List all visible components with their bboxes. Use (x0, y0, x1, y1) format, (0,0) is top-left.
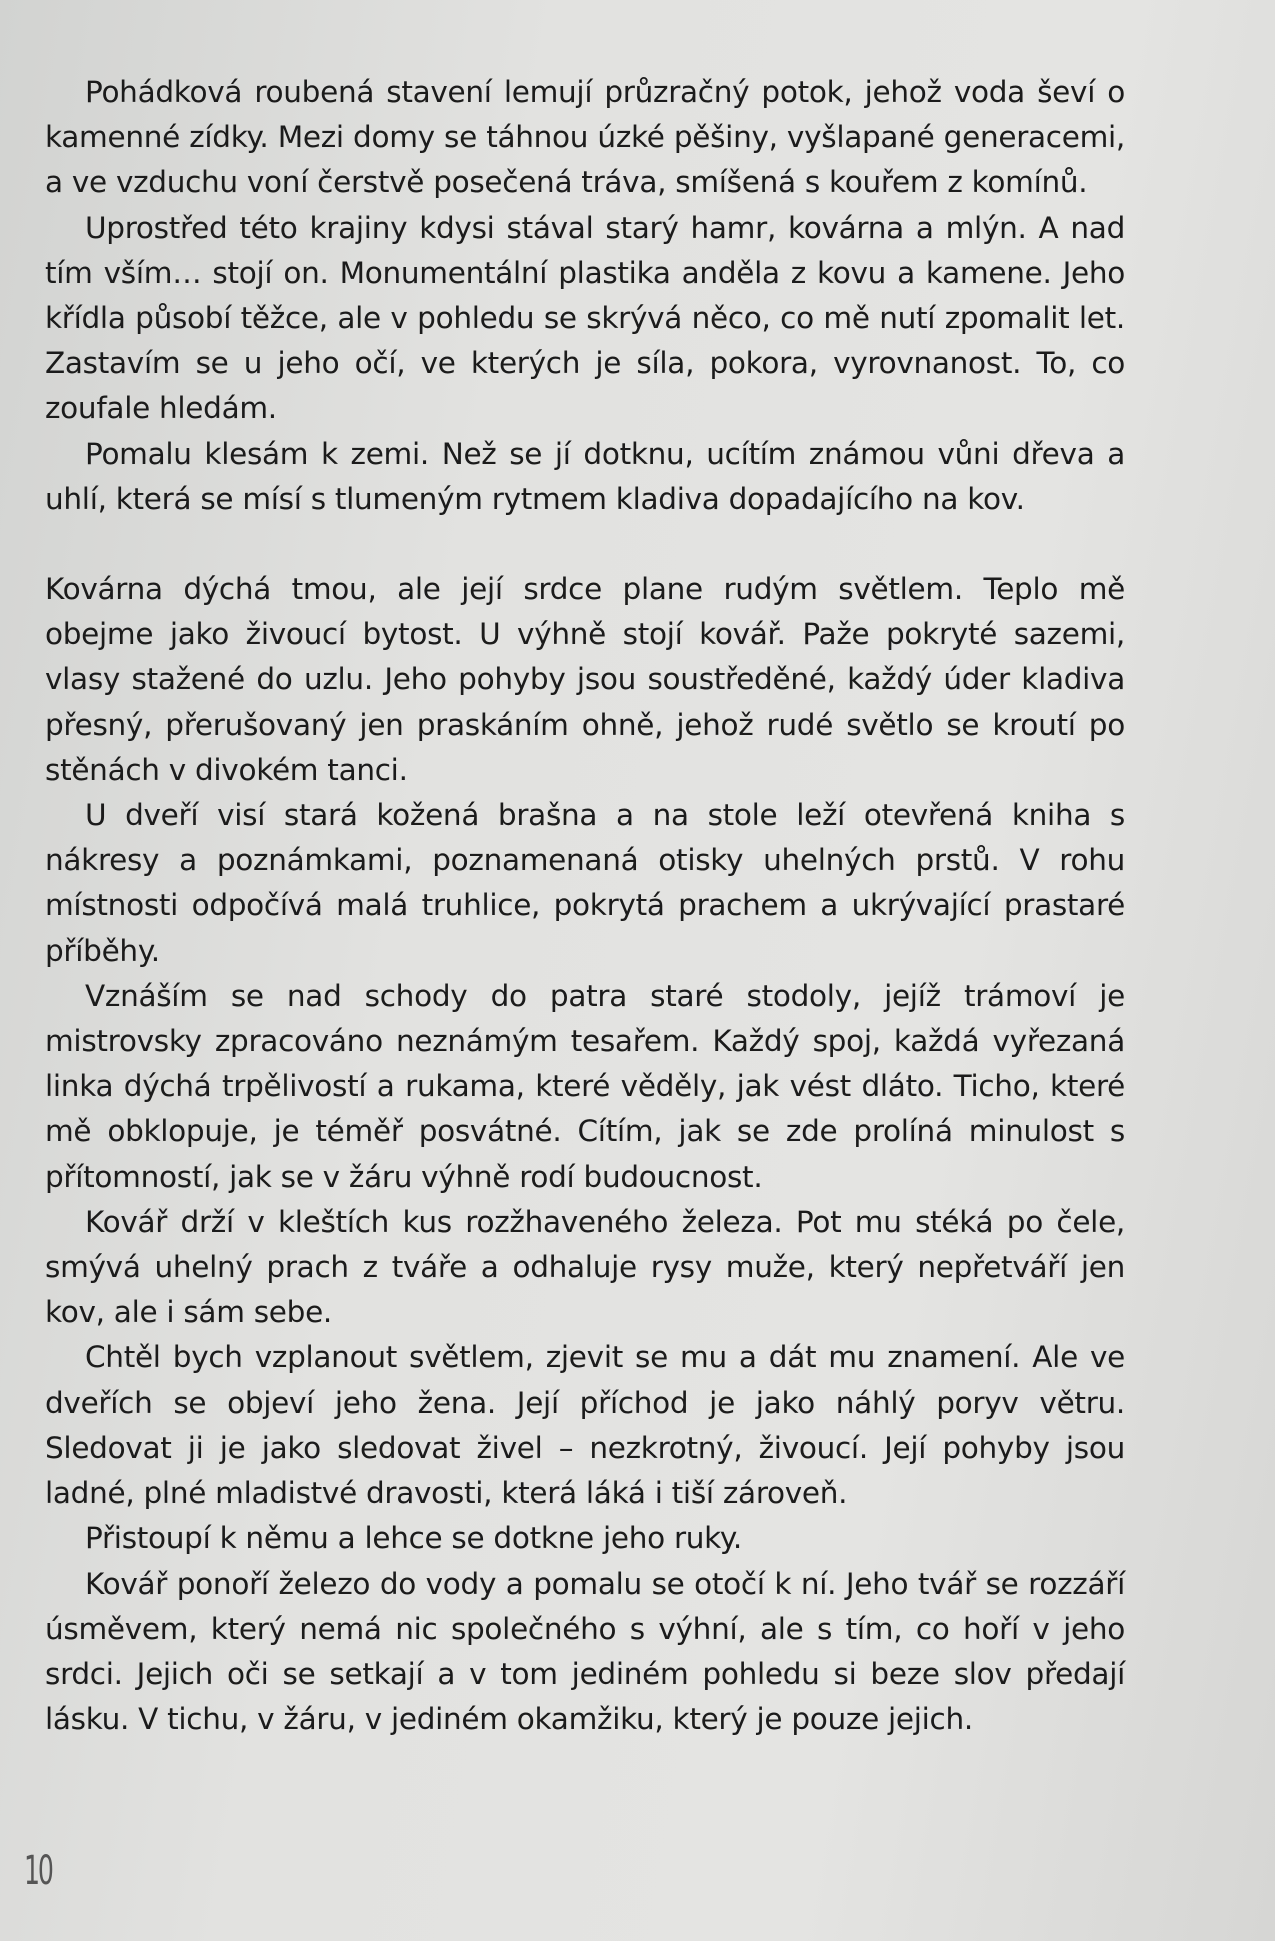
paragraph: Přistoupí k němu a lehce se dotkne jeho ruky. (85, 1521, 742, 1556)
paragraph: U dveří visí stará kožená brašna a na stole leží otevřená kniha s nákresy a poznámkami, poznamenaná otisky uhelných prstů. V rohu místnosti odpočívá malá truhlice, pokrytá prachem a ukrývající prastaré příběhy. (45, 798, 1125, 968)
paragraph: Chtěl bych vzplanout světlem, zjevit se mu a dát mu znamení. Ale ve dveřích se objeví jeho žena. Její příchod je jako náhlý poryv větru. Sledovat ji je jako sledovat živel – nezkrotný, živoucí. Její pohyby jsou ladné, plné mladistvé dravosti, která láká i tiší zároveň. (45, 1340, 1125, 1511)
section-break (45, 522, 1125, 567)
paragraph: Vznáším se nad schody do patra staré stodoly, jejíž trámoví je mistrovsky zpracováno neznámým tesařem. Každý spoj, každá vyřezaná linka dýchá trpělivostí a rukama, které věděly, jak vést dláto. Ticho, které mě obklopuje, je téměř posvátné. Cítím, jak se zde prolíná minulost s přítomností, jak se v žáru výhně rodí budoucnost. (45, 978, 1125, 1194)
paragraph: Pohádková roubená stavení lemují průzračný potok, jehož voda ševí o kamenné zídky. Mezi domy se táhnou úzké pěšiny, vyšlapané generacemi, a ve vzduchu voní čerstvě posečená tráva, smíšená s kouřem z komínů. (45, 75, 1125, 200)
paragraph: Uprostřed této krajiny kdysi stával starý hamr, kovárna a mlýn. A nad tím vším… stojí on. Monumentální plastika anděla z kovu a kamene. Jeho křídla působí těžce, ale v pohledu se skrývá něco, co mě nutí zpomalit let. Zastavím se u jeho očí, ve kterých je síla, pokora, vyrovnanost. To, co zoufale hledám. (45, 210, 1125, 426)
paragraph: Pomalu klesám k zemi. Než se jí dotknu, ucítím známou vůni dřeva a uhlí, která se mísí s tlumeným rytmem kladiva dopadajícího na kov. (45, 436, 1125, 516)
book-page-text (45, 70, 1125, 1742)
paragraph: Kovář drží v kleštích kus rozžhaveného železa. Pot mu stéká po čele, smývá uhelný prach z tváře a odhaluje rysy muže, který nepřetváří jen kov, ale i sám sebe. (45, 1204, 1125, 1330)
page-number: 10 (24, 1848, 52, 1894)
paragraph: Kovář ponoří železo do vody a pomalu se otočí k ní. Jeho tvář se rozzáří úsměvem, který nemá nic společného s výhní, ale s tím, co hoří v jeho srdci. Jejich oči se setkají a v tom jediném pohledu si beze slov předají lásku. V tichu, v žáru, v jediném okamžiku, který je pouze jejich. (45, 1566, 1125, 1737)
paragraph: Kovárna dýchá tmou, ale její srdce plane rudým světlem. Teplo mě obejme jako živoucí bytost. U výhně stojí kovář. Paže pokryté sazemi, vlasy stažené do uzlu. Jeho pohyby jsou soustředěné, každý úder kladiva přesný, přerušovaný jen praskáním ohně, jehož rudé světlo se kroutí po stěnách v divokém tanci. (45, 572, 1125, 787)
